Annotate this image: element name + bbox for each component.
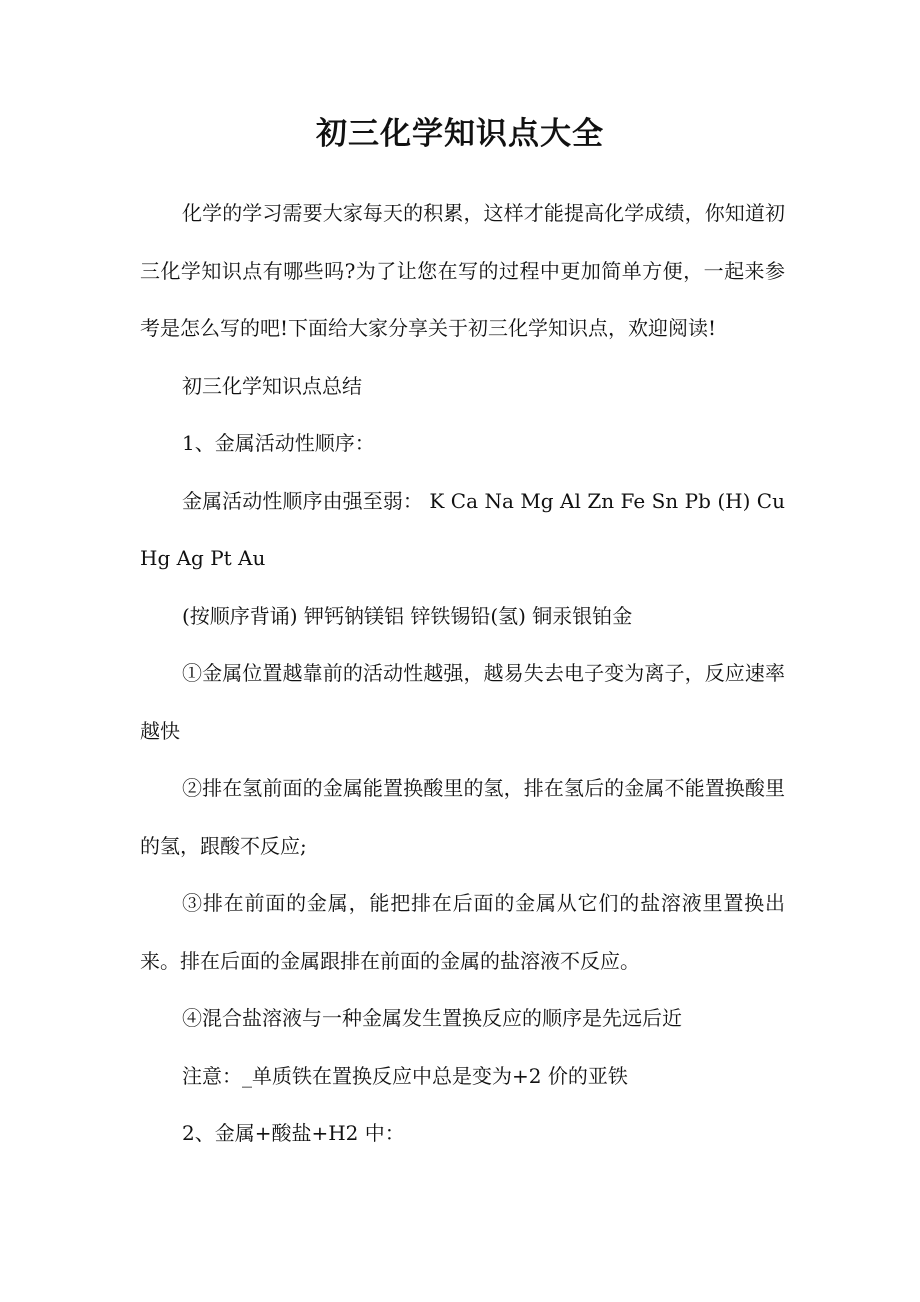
subsection-heading: 1、金属活动性顺序： — [182, 431, 375, 455]
subsection-2-heading: 2、金属+酸盐+H2 中： — [182, 1121, 405, 1145]
intro-paragraph: 化学的学习需要大家每天的积累，这样才能提高化学成绩，你知道初三化学知识点有哪些吗?为了让您在写的过程中更加简单方便，一起来参考是怎么写的吧!下面给大家分享关于初三化学知识点，欢迎阅读! — [140, 201, 785, 340]
rule-1-paragraph: ①金属位置越靠前的活动性越强，越易失去电子变为离子，反应速率越快 — [140, 661, 785, 743]
section-heading: 初三化学知识点总结 — [182, 373, 362, 398]
document-body — [140, 185, 785, 1163]
document-title: 初三化学知识点大全 — [316, 116, 604, 152]
rule-3-paragraph: ③排在前面的金属，能把排在后面的金属从它们的盐溶液里置换出来。排在后面的金属跟排在前面的金属的盐溶液不反应。 — [140, 891, 785, 973]
rule-4-paragraph: ④混合盐溶液与一种金属发生置换反应的顺序是先远后近 — [182, 1006, 682, 1030]
rule-2-paragraph: ②排在氢前面的金属能置换酸里的氢，排在氢后的金属不能置换酸里的氢，跟酸不反应; — [140, 776, 785, 858]
note-paragraph: 注意：_单质铁在置换反应中总是变为+2 价的亚铁 — [182, 1063, 628, 1088]
activity-series-paragraph: 金属活动性顺序由强至弱： K Ca Na Mg Al Zn Fe Sn Pb (H) Cu Hg Ag Pt Au — [140, 488, 785, 570]
mnemonic-paragraph: (按顺序背诵) 钾钙钠镁铝 锌铁锡铅(氢) 铜汞银铂金 — [182, 603, 633, 628]
